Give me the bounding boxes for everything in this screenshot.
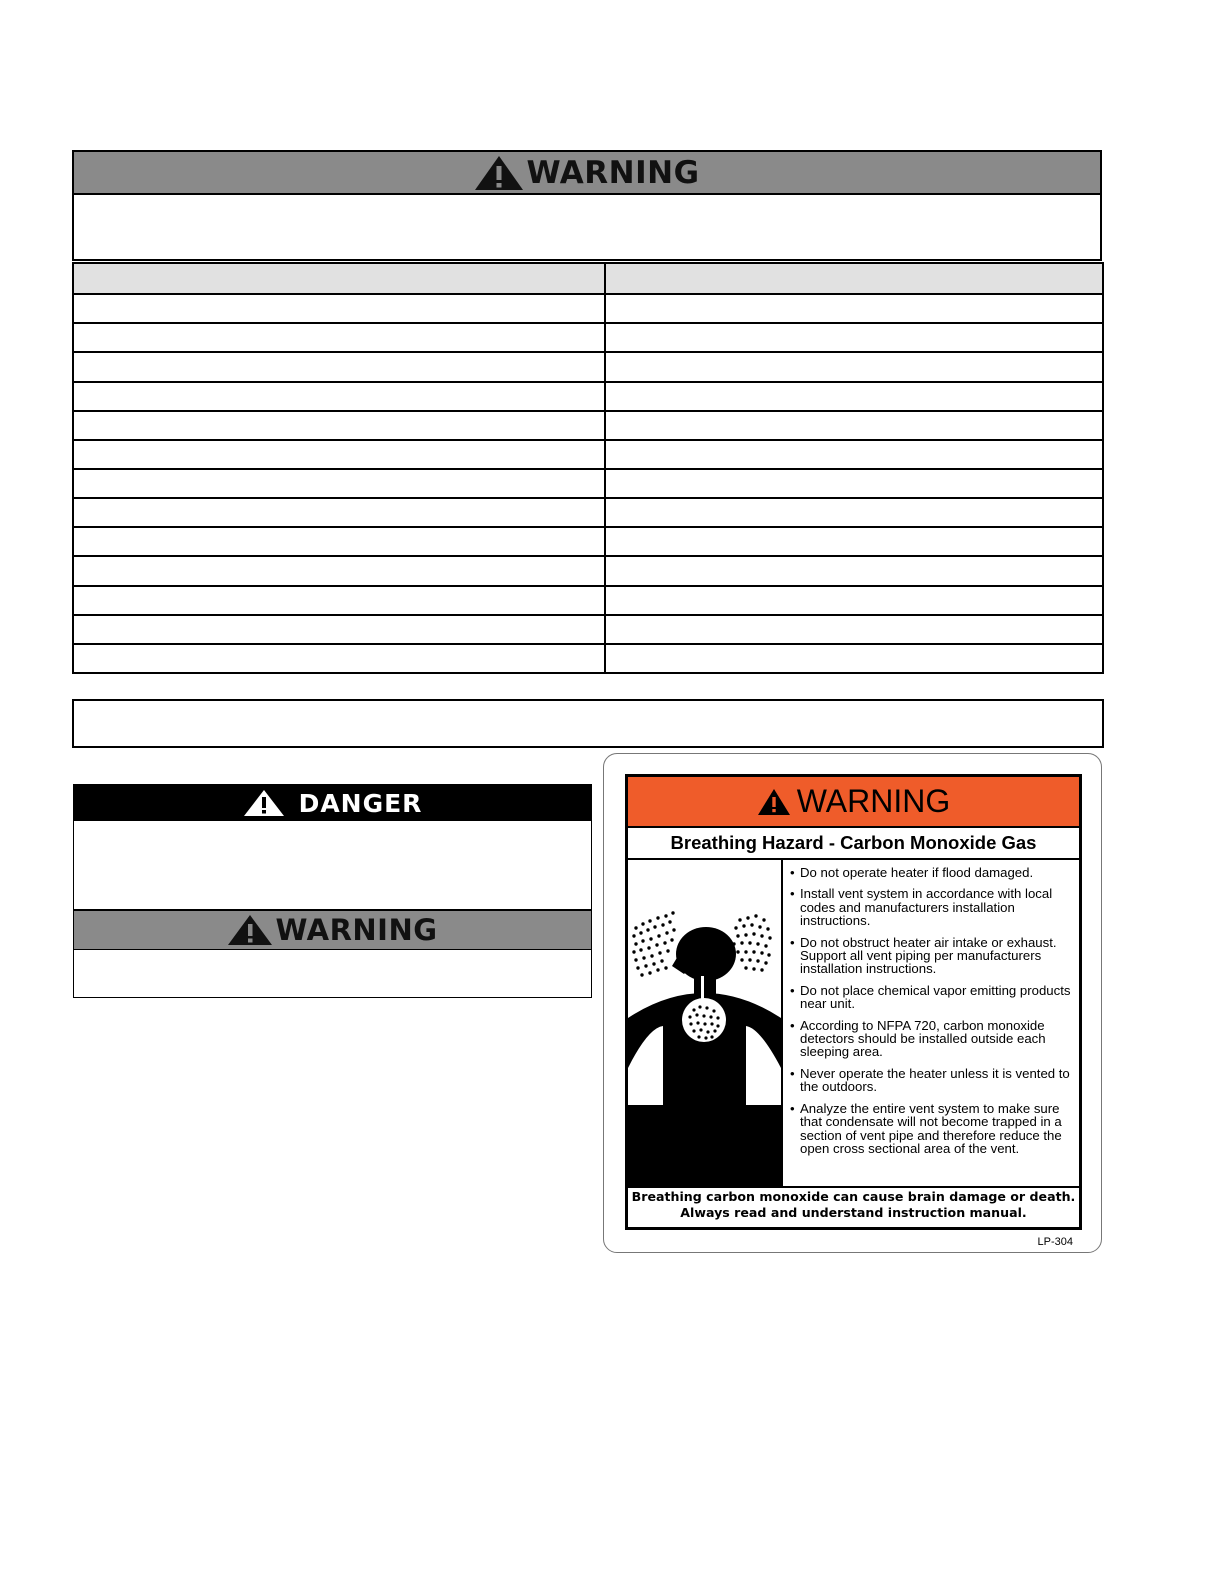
warning-banner: [74, 911, 591, 950]
table-row: [73, 323, 1103, 352]
table-cell: [73, 352, 605, 381]
table-cell: [73, 527, 605, 556]
table-cell: [73, 294, 605, 323]
table-row: [73, 556, 1103, 585]
table-cell: [73, 469, 605, 498]
label-warning-header: [628, 777, 1079, 828]
table-cell: [605, 323, 1103, 352]
list-item: • Never operate the heater unless it is vented to the outdoors.: [790, 1067, 1080, 1094]
table-cell: [605, 294, 1103, 323]
label-bullet-list: [790, 866, 1080, 1163]
table-header-cell: [605, 263, 1103, 294]
table-header-cell: [73, 263, 605, 294]
warning-banner: [74, 152, 1100, 195]
warning-triangle-icon: [227, 914, 273, 946]
warning-triangle-icon: [757, 788, 791, 816]
label-subtitle: Breathing Hazard - Carbon Monoxide Gas: [628, 828, 1079, 860]
list-item: • Install vent system in accordance with local codes and manufacturers installation instructions.: [790, 887, 1080, 927]
label-signal-word: WARNING: [796, 783, 951, 819]
table-row: [73, 498, 1103, 527]
warning-triangle-icon: [474, 155, 524, 191]
table-cell: [605, 469, 1103, 498]
table-row: [73, 382, 1103, 411]
warning-signal-word: WARNING: [275, 913, 438, 947]
data-table: [72, 262, 1104, 674]
table-row: [73, 352, 1103, 381]
table-cell: [605, 411, 1103, 440]
hazard-notice-stack: [73, 784, 592, 998]
label-footer: [628, 1189, 1079, 1221]
table-cell: [605, 352, 1103, 381]
label-code: LP-304: [1037, 1236, 1073, 1248]
list-item: • Do not obstruct heater air intake or exhaust. Support all vent piping per manufacturers installation instructions.: [790, 936, 1080, 976]
table-header-row: [73, 263, 1103, 294]
table-cell: [605, 527, 1103, 556]
table-row: [73, 644, 1103, 673]
table-row: [73, 411, 1103, 440]
table-row: [73, 586, 1103, 615]
label-body: [628, 858, 1079, 1188]
top-warning-box: [72, 150, 1102, 261]
table-row: [73, 615, 1103, 644]
table-cell: [73, 498, 605, 527]
label-footer-line: Breathing carbon monoxide can cause brain damage or death.: [631, 1189, 1076, 1204]
list-item: • According to NFPA 720, carbon monoxide detectors should be installed outside each sleeping area.: [790, 1019, 1080, 1059]
warning-signal-word: WARNING: [526, 154, 700, 191]
list-item: • Analyze the entire vent system to make sure that condensate will not become trapped in a section of vent pipe and therefore reduce the open cross sectional area of the vent.: [790, 1102, 1080, 1156]
table-row: [73, 527, 1103, 556]
table-row: [73, 294, 1103, 323]
table-cell: [605, 586, 1103, 615]
table-cell: [73, 644, 605, 673]
table-cell: [605, 556, 1103, 585]
table-cell: [73, 440, 605, 469]
safety-label: [603, 753, 1102, 1253]
danger-banner: [74, 785, 591, 821]
safety-label-frame: [625, 774, 1082, 1230]
table-cell: [73, 586, 605, 615]
table-cell: [605, 644, 1103, 673]
table-cell: [73, 382, 605, 411]
table-cell: [605, 615, 1103, 644]
note-box: [72, 699, 1104, 748]
danger-signal-word: DANGER: [298, 788, 423, 818]
table-cell: [73, 411, 605, 440]
table-row: [73, 440, 1103, 469]
list-item: • Do not place chemical vapor emitting products near unit.: [790, 984, 1080, 1011]
table-cell: [73, 556, 605, 585]
danger-body: [74, 821, 591, 911]
label-footer-line: Always read and understand instruction manual.: [680, 1205, 1027, 1220]
warning-triangle-icon: [243, 789, 285, 817]
table-cell: [605, 498, 1103, 527]
table-row: [73, 469, 1103, 498]
list-item: • Do not operate heater if flood damaged.: [790, 866, 1080, 879]
table-cell: [73, 323, 605, 352]
person-inhaling-carbon-monoxide-icon: [628, 858, 783, 1186]
table-cell: [605, 440, 1103, 469]
table-cell: [605, 382, 1103, 411]
table-cell: [73, 615, 605, 644]
